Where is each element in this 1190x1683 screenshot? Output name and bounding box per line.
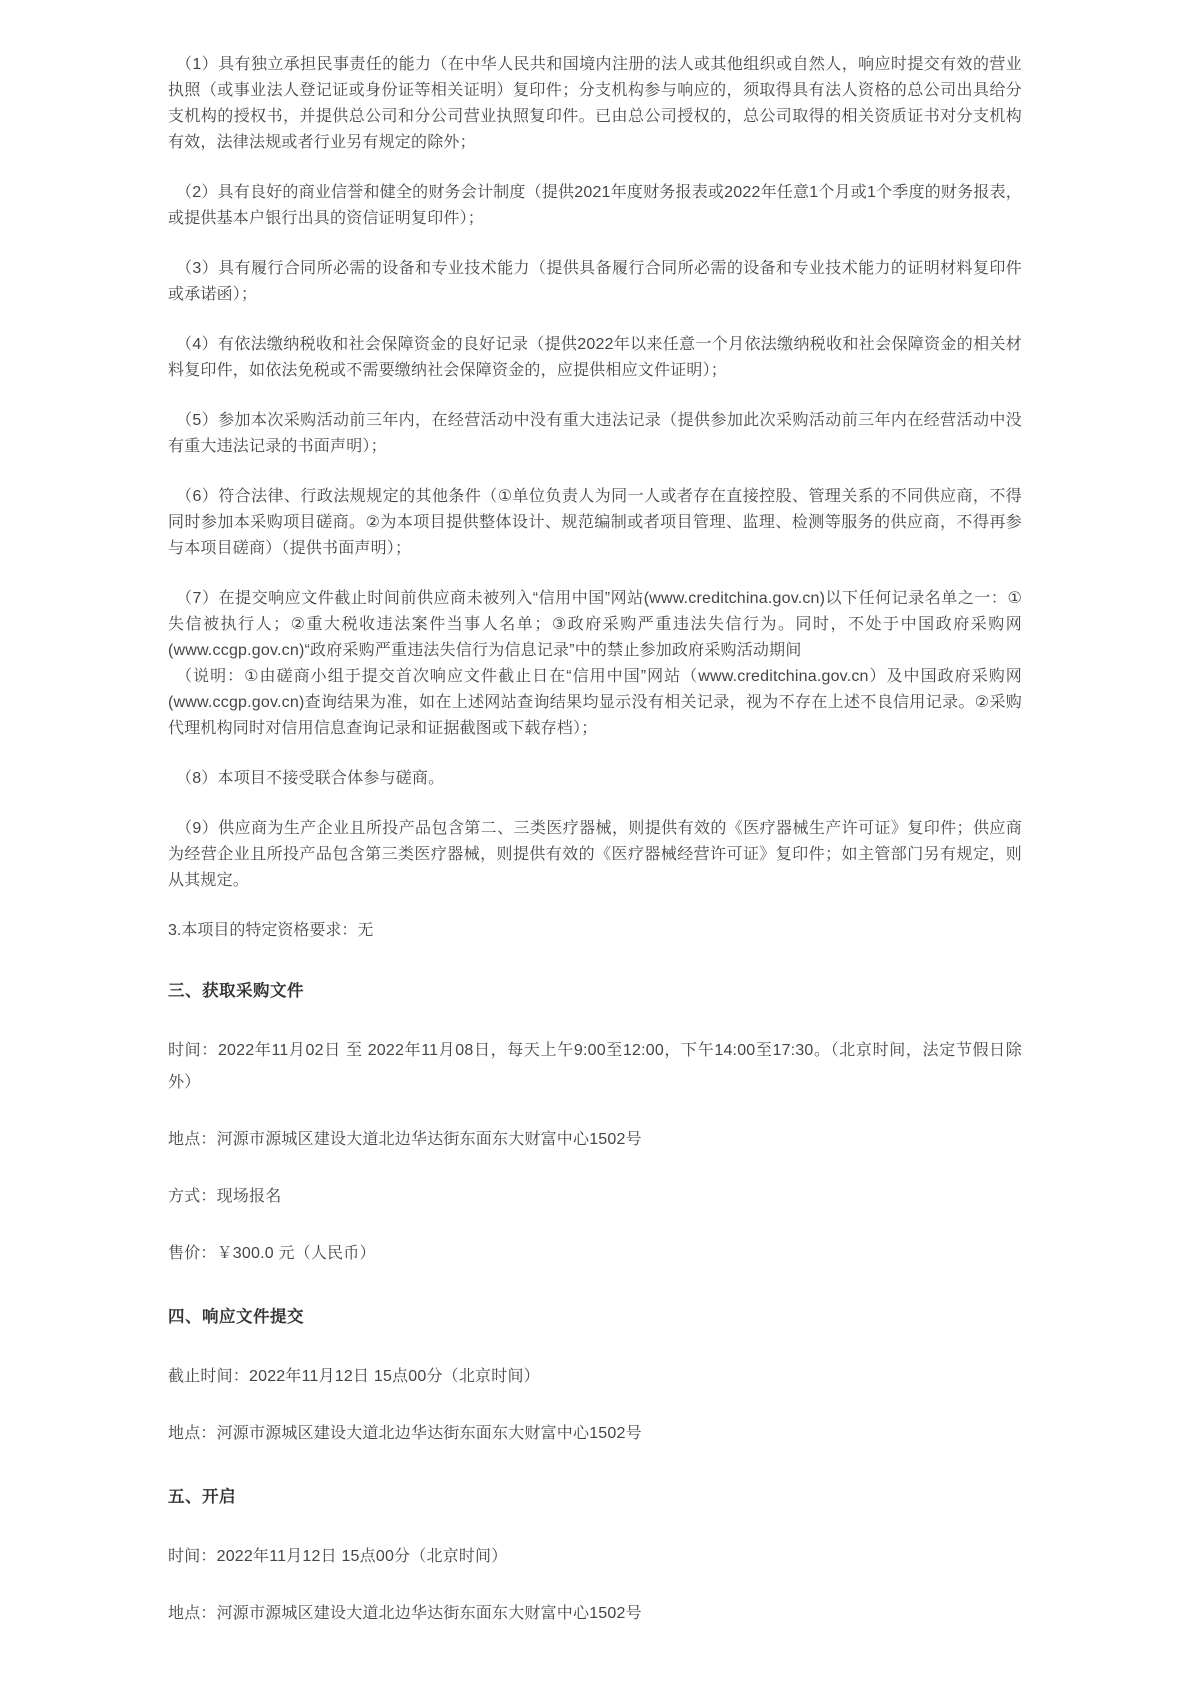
document-body: [168, 0, 1022, 1630]
qualification-item-4: （4）有依法缴纳税收和社会保障资金的良好记录（提供2022年以来任意一个月依法缴纳税收和社会保障资金的相关材料复印件，如依法免税或不需要缴纳社会保障资金的，应提供相应文件证明）；: [168, 336, 1022, 379]
qualification-item-5: （5）参加本次采购活动前三年内，在经营活动中没有重大违法记录（提供参加此次采购活动前三年内在经营活动中没有重大违法记录的书面声明）；: [168, 412, 1022, 455]
qualification-item-8: （8）本项目不接受联合体参与磋商。: [176, 770, 445, 787]
qualification-item-7-note: （说明：①由磋商小组于提交首次响应文件截止日在“信用中国”网站（www.creditchina.gov.cn）及中国政府采购网(www.ccgp.gov.cn)查询结果为准，如在上述网站查询结果均显示没有相关记录，视为不存在上述不良信用记录。②采购代理机构同时对信用信息查询记录和证据截图或下载存档）；: [168, 668, 1022, 737]
qualification-items: [168, 52, 1022, 894]
opening-location-line: 地点：河源市源城区建设大道北边华达街东面东大财富中心1502号: [168, 1605, 642, 1622]
specific-requirement-line: 3.本项目的特定资格要求：无: [168, 922, 374, 939]
submission-location-line: 地点：河源市源城区建设大道北边华达街东面东大财富中心1502号: [168, 1425, 642, 1442]
qualification-item-9: （9）供应商为生产企业且所投产品包含第二、三类医疗器械，则提供有效的《医疗器械生产许可证》复印件；供应商为经营企业且所投产品包含第三类医疗器械，则提供有效的《医疗器械经营许可证》复印件；如主管部门另有规定，则从其规定。: [168, 820, 1022, 889]
qualification-item-6: （6）符合法律、行政法规规定的其他条件（①单位负责人为同一人或者存在直接控股、管理关系的不同供应商，不得同时参加本采购项目磋商。②为本项目提供整体设计、规范编制或者项目管理、监理、检测等服务的供应商，不得再参与本项目磋商）（提供书面声明）；: [168, 488, 1022, 557]
section-opening-heading: 五、开启: [168, 1488, 236, 1506]
obtain-time-line: 时间：2022年11月02日 至 2022年11月08日，每天上午9:00至12:00，下午14:00至17:30。（北京时间，法定节假日除外）: [168, 1042, 1022, 1091]
qualification-item-7: （7）在提交响应文件截止时间前供应商未被列入“信用中国”网站(www.creditchina.gov.cn)以下任何记录名单之一：①失信被执行人；②重大税收违法案件当事人名单；③政府采购严重违法失信行为。同时，不处于中国政府采购网(www.ccgp.gov.cn)“政府采购严重违法失信行为信息记录”中的禁止参加政府采购活动期间: [168, 590, 1022, 659]
document-sections: [168, 975, 1022, 1630]
obtain-location-line: 地点：河源市源城区建设大道北边华达街东面东大财富中心1502号: [168, 1131, 642, 1148]
section-response-submission-heading: 四、响应文件提交: [168, 1308, 304, 1326]
qualification-item-2: （2）具有良好的商业信誉和健全的财务会计制度（提供2021年度财务报表或2022年任意1个月或1个季度的财务报表，或提供基本户银行出具的资信证明复印件）；: [168, 184, 1022, 227]
submission-deadline-line: 截止时间：2022年11月12日 15点00分（北京时间）: [168, 1368, 540, 1385]
qualification-item-1: （1）具有独立承担民事责任的能力（在中华人民共和国境内注册的法人或其他组织或自然人，响应时提交有效的营业执照（或事业法人登记证或身份证等相关证明）复印件；分支机构参与响应的，须取得具有法人资格的总公司出具给分支机构的授权书，并提供总公司和分公司营业执照复印件。已由总公司授权的，总公司取得的相关资质证书对分支机构有效，法律法规或者行业另有规定的除外；: [168, 56, 1022, 151]
section-obtain-documents-heading: 三、获取采购文件: [168, 982, 304, 1000]
opening-time-line: 时间：2022年11月12日 15点00分（北京时间）: [168, 1548, 508, 1565]
obtain-price-line: 售价：￥300.0 元（人民币）: [168, 1245, 376, 1262]
qualification-item-3: （3）具有履行合同所必需的设备和专业技术能力（提供具备履行合同所必需的设备和专业技术能力的证明材料复印件或承诺函）；: [168, 260, 1022, 303]
obtain-method-line: 方式：现场报名: [168, 1188, 282, 1205]
